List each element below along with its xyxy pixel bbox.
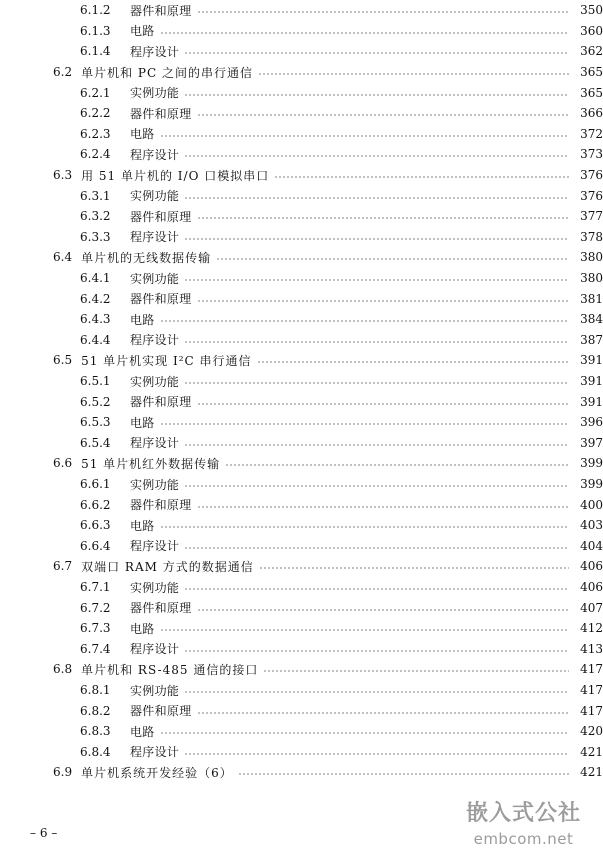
toc-leader-dots (225, 464, 569, 466)
watermark-name: 嵌入式公社 (465, 801, 581, 826)
toc-page-number: 378 (580, 229, 603, 244)
toc-page-number: 380 (580, 250, 603, 265)
toc-number: 6.3.2 (80, 209, 111, 224)
toc-number: 6.4.1 (80, 271, 111, 286)
toc-number: 6.4 (53, 250, 73, 265)
toc-number: 6.2 (53, 65, 73, 80)
toc-leader-dots (184, 650, 569, 652)
toc-number: 6.8.3 (80, 724, 111, 739)
toc-title: 实例功能 (130, 580, 180, 595)
toc-subsection-row (0, 185, 603, 206)
toc-leader-dots (160, 32, 569, 34)
toc-number: 6.1.4 (80, 44, 111, 59)
toc-title: 单片机的无线数据传输 (81, 250, 212, 265)
toc-title: 电路 (130, 724, 155, 739)
toc-section-row (0, 62, 603, 83)
toc-page-number: 406 (580, 559, 603, 574)
toc-subsection-row (0, 21, 603, 42)
toc-page-number: 421 (580, 744, 603, 759)
toc-number: 6.3.3 (80, 229, 111, 244)
toc-title: 电路 (130, 415, 155, 430)
toc-title: 51 单片机红外数据传输 (81, 456, 221, 471)
toc-page-number: 417 (580, 683, 603, 698)
toc-subsection-row (0, 742, 603, 763)
toc-section-row (0, 453, 603, 474)
toc-number: 6.8 (53, 662, 73, 677)
toc-title: 实例功能 (130, 271, 180, 286)
toc-subsection-row (0, 433, 603, 454)
toc-title: 程序设计 (130, 44, 180, 59)
toc-subsection-row (0, 494, 603, 515)
toc-number: 6.4.3 (80, 312, 111, 327)
toc-leader-dots (160, 423, 569, 425)
toc-leader-dots (259, 567, 569, 569)
toc-subsection-row (0, 288, 603, 309)
toc-page-number: 399 (580, 456, 603, 471)
toc-leader-dots (257, 361, 569, 363)
toc-title: 电路 (130, 312, 155, 327)
page-number: – 6 – (30, 826, 58, 840)
toc-subsection-row (0, 124, 603, 145)
toc-number: 6.6.2 (80, 497, 111, 512)
toc-subsection-row (0, 680, 603, 701)
toc-leader-dots (184, 52, 569, 54)
toc-leader-dots (160, 320, 569, 322)
toc-leader-dots (160, 629, 569, 631)
toc-number: 6.1.3 (80, 23, 111, 38)
toc-page-number: 397 (580, 435, 603, 450)
toc-leader-dots (184, 279, 569, 281)
toc-leader-dots (184, 341, 569, 343)
toc-leader-dots (197, 712, 569, 714)
toc-title: 实例功能 (130, 683, 180, 698)
toc-number: 6.3 (53, 168, 73, 183)
toc-subsection-row (0, 309, 603, 330)
toc-title: 器件和原理 (130, 498, 192, 513)
toc-leader-dots (258, 73, 569, 75)
toc-leader-dots (184, 94, 569, 96)
toc-number: 6.8.4 (80, 744, 111, 759)
toc-subsection-row (0, 700, 603, 721)
toc-page-number: 406 (580, 580, 603, 595)
toc-title: 程序设计 (130, 333, 180, 348)
toc-title: 器件和原理 (130, 106, 192, 121)
toc-page-number: 417 (580, 662, 603, 677)
toc-number: 6.7.4 (80, 641, 111, 656)
watermark-url: embcom.net (473, 830, 574, 848)
toc-page-number: 396 (580, 415, 603, 430)
toc-page-number: 381 (580, 291, 603, 306)
toc-leader-dots (160, 135, 569, 137)
watermark (466, 796, 581, 848)
toc-number: 6.8.2 (80, 703, 111, 718)
toc-title: 器件和原理 (130, 395, 192, 410)
toc-number: 6.6.3 (80, 518, 111, 533)
toc-number: 6.3.1 (80, 188, 111, 203)
toc-number: 6.9 (53, 765, 73, 780)
toc-title: 电路 (130, 621, 155, 636)
toc-section-row (0, 350, 603, 371)
toc-subsection-row (0, 597, 603, 618)
toc-title: 程序设计 (130, 436, 180, 451)
toc-page-number: 391 (580, 353, 603, 368)
toc-leader-dots (184, 382, 569, 384)
toc-number: 6.2.4 (80, 147, 111, 162)
toc-number: 6.2.3 (80, 126, 111, 141)
toc-section-row (0, 659, 603, 680)
toc-title: 器件和原理 (130, 292, 192, 307)
toc-section-row (0, 762, 603, 783)
toc-page-number: 399 (580, 477, 603, 492)
toc-number: 6.5.2 (80, 394, 111, 409)
toc-number: 6.6 (53, 456, 73, 471)
toc-page-number: 387 (580, 332, 603, 347)
toc-section-row (0, 556, 603, 577)
toc-number: 6.7.2 (80, 600, 111, 615)
toc-number: 6.5 (53, 353, 73, 368)
toc-page-number: 376 (580, 168, 603, 183)
toc-number: 6.1.2 (80, 3, 111, 18)
toc-subsection-row (0, 371, 603, 392)
toc-title: 单片机系统开发经验（6） (81, 765, 233, 780)
toc-page-number: 365 (580, 65, 603, 80)
toc-number: 6.4.4 (80, 332, 111, 347)
toc-subsection-row (0, 515, 603, 536)
toc-subsection-row (0, 577, 603, 598)
toc-leader-dots (184, 547, 569, 549)
toc-page-number: 377 (580, 209, 603, 224)
toc-page-number: 391 (580, 394, 603, 409)
toc-leader-dots (197, 114, 569, 116)
toc-leader-dots (197, 506, 569, 508)
toc-page-number: 400 (580, 497, 603, 512)
toc-section-row (0, 165, 603, 186)
toc-page-number: 350 (580, 3, 603, 18)
toc-number: 6.2.1 (80, 85, 111, 100)
toc-page-number: 417 (580, 703, 603, 718)
toc-leader-dots (197, 300, 569, 302)
toc-title: 电路 (130, 518, 155, 533)
toc-number: 6.6.4 (80, 538, 111, 553)
toc-title: 单片机和 RS-485 通信的接口 (81, 662, 259, 677)
toc-subsection-row (0, 412, 603, 433)
toc-subsection-row (0, 330, 603, 351)
toc-page-number: 420 (580, 724, 603, 739)
toc-title: 实例功能 (130, 374, 180, 389)
toc-leader-dots (238, 773, 569, 775)
toc-number: 6.5.3 (80, 415, 111, 430)
toc-leader-dots (263, 670, 569, 672)
toc-leader-dots (184, 155, 569, 157)
toc-title: 程序设计 (130, 745, 180, 760)
toc-title: 双端口 RAM 方式的数据通信 (81, 559, 254, 574)
toc-title: 器件和原理 (130, 704, 192, 719)
toc-page-number: 404 (580, 538, 603, 553)
toc-title: 电路 (130, 127, 155, 142)
toc-leader-dots (216, 258, 569, 260)
toc-leader-dots (197, 403, 569, 405)
toc-title: 实例功能 (130, 477, 180, 492)
toc-number: 6.2.2 (80, 106, 111, 121)
toc-leader-dots (197, 609, 569, 611)
toc-number: 6.7.1 (80, 580, 111, 595)
toc-title: 单片机和 PC 之间的串行通信 (81, 65, 253, 80)
toc-page-number: 391 (580, 374, 603, 389)
toc-page-number: 403 (580, 518, 603, 533)
toc-leader-dots (184, 588, 569, 590)
toc-leader-dots (184, 691, 569, 693)
toc-page-number: 407 (580, 600, 603, 615)
toc-title: 用 51 单片机的 I/O 口模拟串口 (81, 168, 270, 183)
toc-title: 器件和原理 (130, 209, 192, 224)
toc-subsection-row (0, 103, 603, 124)
toc-subsection-row (0, 618, 603, 639)
toc-leader-dots (160, 526, 569, 528)
toc-page-number: 372 (580, 126, 603, 141)
toc-leader-dots (184, 444, 569, 446)
toc-page-number: 365 (580, 85, 603, 100)
toc-page-number: 380 (580, 271, 603, 286)
toc-title: 实例功能 (130, 86, 180, 101)
toc-page-number: 412 (580, 621, 603, 636)
toc-title: 程序设计 (130, 642, 180, 657)
toc-title: 器件和原理 (130, 3, 192, 18)
toc-subsection-row (0, 536, 603, 557)
toc-leader-dots (184, 485, 569, 487)
toc-number: 6.5.1 (80, 374, 111, 389)
toc-subsection-row (0, 227, 603, 248)
toc-page-number: 362 (580, 44, 603, 59)
toc-subsection-row (0, 82, 603, 103)
toc-number: 6.4.2 (80, 291, 111, 306)
toc-title: 程序设计 (130, 539, 180, 554)
toc-page-number: 366 (580, 106, 603, 121)
toc-page-number: 384 (580, 312, 603, 327)
toc-number: 6.6.1 (80, 477, 111, 492)
toc-title: 器件和原理 (130, 601, 192, 616)
toc-title: 51 单片机实现 I²C 串行通信 (81, 353, 252, 368)
toc-number: 6.7.3 (80, 621, 111, 636)
toc-number: 6.7 (53, 559, 73, 574)
toc-leader-dots (184, 238, 569, 240)
toc-subsection-row (0, 41, 603, 62)
toc-leader-dots (160, 732, 569, 734)
toc-subsection-row (0, 721, 603, 742)
toc-subsection-row (0, 391, 603, 412)
toc-number: 6.5.4 (80, 435, 111, 450)
toc-subsection-row (0, 639, 603, 660)
toc-leader-dots (274, 176, 569, 178)
toc-page-number: 413 (580, 641, 603, 656)
toc-page-number: 373 (580, 147, 603, 162)
toc-title: 程序设计 (130, 147, 180, 162)
toc-subsection-row (0, 206, 603, 227)
toc-subsection-row (0, 268, 603, 289)
toc-title: 程序设计 (130, 230, 180, 245)
toc-section-row (0, 247, 603, 268)
toc-subsection-row (0, 144, 603, 165)
toc-title: 电路 (130, 24, 155, 39)
toc-leader-dots (197, 217, 569, 219)
toc-leader-dots (184, 753, 569, 755)
toc-subsection-row (0, 474, 603, 495)
toc-title: 实例功能 (130, 189, 180, 204)
toc-leader-dots (184, 197, 569, 199)
toc-page-number: 360 (580, 23, 603, 38)
toc-leader-dots (197, 11, 569, 13)
toc-page-number: 376 (580, 188, 603, 203)
toc-page-number: 421 (580, 765, 603, 780)
toc-subsection-row (0, 0, 603, 21)
toc-number: 6.8.1 (80, 683, 111, 698)
